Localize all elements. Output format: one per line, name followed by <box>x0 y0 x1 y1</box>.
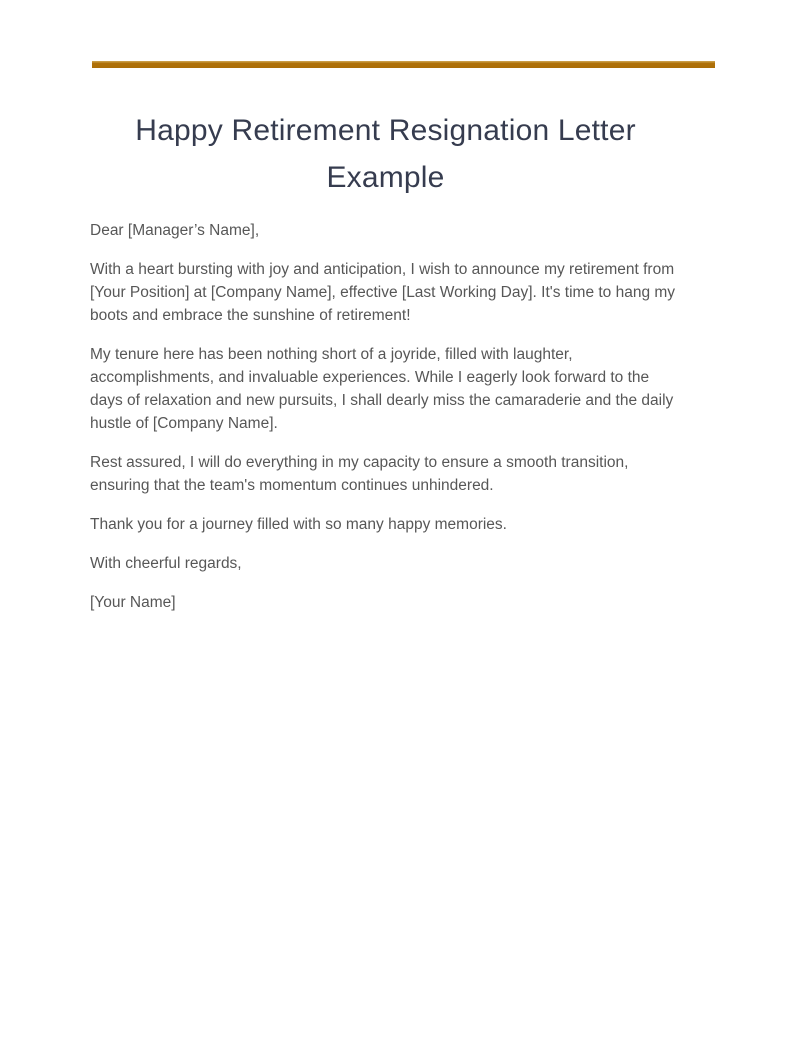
salutation: Dear [Manager’s Name], <box>90 222 260 239</box>
closing: With cheerful regards, <box>90 555 242 572</box>
letter-paragraph-3: Rest assured, I will do everything in my capacity to ensure a smooth transition, ensuring that the team's momentum continues unhindered. <box>90 454 629 494</box>
signature: [Your Name] <box>90 594 176 611</box>
letter-paragraph-2: My tenure here has been nothing short of a joyride, filled with laughter, accomplishments, and invaluable experiences. While I eagerly look forward to the days of relaxation and new pursuits, I shall dearly miss the camaraderie and the daily hustle of [Company Name]. <box>90 346 674 432</box>
letter-title: Happy Retirement Resignation Letter Example <box>135 114 636 194</box>
top-accent-bar <box>92 61 715 68</box>
letter-body <box>90 219 676 614</box>
letter-paragraph-4: Thank you for a journey filled with so many happy memories. <box>90 516 507 533</box>
letter-paragraph-1: With a heart bursting with joy and anticipation, I wish to announce my retirement from [Your Position] at [Company Name], effective [Last Working Day]. It's time to hang my boots and embrace the sunshine of retirement! <box>90 261 676 324</box>
